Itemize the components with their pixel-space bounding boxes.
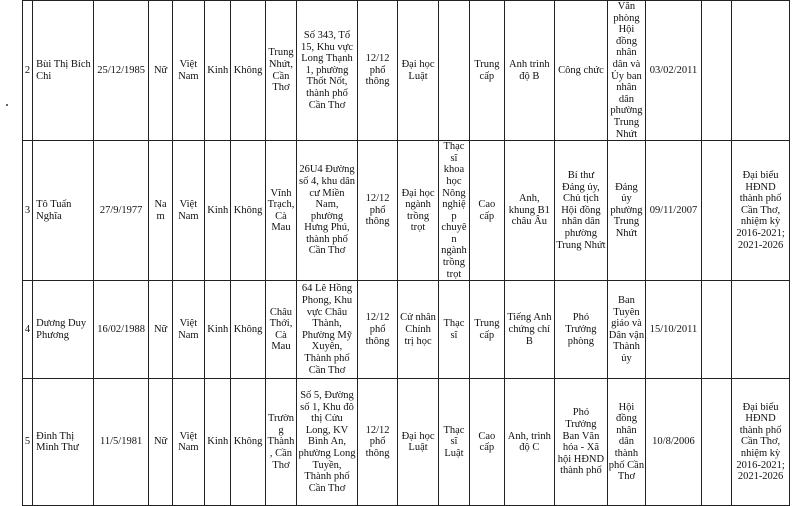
dob-cell: 27/9/1977: [93, 141, 149, 281]
stt-cell: 5: [23, 379, 33, 506]
hometown-cell: Trường Thành, Cần Thơ: [265, 379, 296, 506]
position-cell: Phó Trưởng Ban Văn hóa - Xã hội HĐND thành phố: [555, 379, 608, 506]
gender-cell: Nữ: [149, 1, 172, 141]
language-cell: Anh, khung B1 châu Âu: [504, 141, 555, 281]
stt-cell: 3: [23, 141, 33, 281]
degree-cell: Thạc sĩ Luật: [438, 379, 469, 506]
gender-cell: Nữ: [149, 379, 172, 506]
language-cell: Anh trình độ B: [504, 1, 555, 141]
gender-cell: Nam: [149, 141, 172, 281]
margin-mark: [6, 104, 8, 106]
specialized-education-cell: Đại học Luật: [398, 379, 438, 506]
workplace-cell: Đảng ủy phường Trung Nhứt: [607, 141, 645, 281]
nationality-cell: Việt Nam: [172, 281, 204, 379]
assembly-member-cell: [701, 379, 731, 506]
hdnd-member-cell: [732, 1, 790, 141]
hdnd-member-cell: Đại biểu HĐND thành phố Cần Thơ, nhiệm kỳ 2016-2021; 2021-2026: [732, 141, 790, 281]
position-cell: Công chức: [555, 1, 608, 141]
table-row: [23, 379, 790, 506]
residence-cell: Số 5, Đường số 1, Khu đô thị Cửu Long, KV Bình An, phường Long Tuyền, Thành phố Cần Thơ: [297, 379, 358, 506]
residence-cell: Số 343, Tổ 15, Khu vực Long Thạnh 1, phường Thốt Nốt, thành phố Cần Thơ: [297, 1, 358, 141]
language-cell: Anh, trình độ C: [504, 379, 555, 506]
specialized-education-cell: Đại học ngành trồng trọt: [398, 141, 438, 281]
table-row: [23, 281, 790, 379]
table-row: [23, 141, 790, 281]
religion-cell: Không: [231, 141, 265, 281]
name-cell: Tô Tuấn Nghĩa: [33, 141, 94, 281]
hdnd-member-cell: [732, 281, 790, 379]
party-date-cell: 03/02/2011: [646, 1, 702, 141]
hdnd-member-cell: Đại biểu HĐND thành phố Cần Thơ, nhiệm kỳ 2016-2021; 2021-2026: [732, 379, 790, 506]
residence-cell: 64 Lê Hồng Phong, Khu vực Châu Thành, Phường Mỹ Xuyên, Thành phố Cần Thơ: [297, 281, 358, 379]
assembly-member-cell: [701, 1, 731, 141]
language-cell: Tiếng Anh chứng chỉ B: [504, 281, 555, 379]
assembly-member-cell: [701, 281, 731, 379]
general-education-cell: 12/12 phổ thông: [357, 141, 397, 281]
name-cell: Bùi Thị Bích Chi: [33, 1, 94, 141]
workplace-cell: Văn phòng Hội đồng nhân dân và Ủy ban nhân dân phường Trung Nhứt: [607, 1, 645, 141]
nationality-cell: Việt Nam: [172, 1, 204, 141]
general-education-cell: 12/12 phổ thông: [357, 1, 397, 141]
name-cell: Đinh Thị Minh Thư: [33, 379, 94, 506]
nationality-cell: Việt Nam: [172, 141, 204, 281]
position-cell: Bí thư Đảng ủy, Chủ tịch Hội đồng nhân dân phường Trung Nhứt: [555, 141, 608, 281]
party-date-cell: 09/11/2007: [646, 141, 702, 281]
position-cell: Phó Trưởng phòng: [555, 281, 608, 379]
degree-cell: [438, 1, 469, 141]
hometown-cell: Vĩnh Trạch, Cà Mau: [265, 141, 296, 281]
stt-cell: 4: [23, 281, 33, 379]
workplace-cell: Ban Tuyên giáo và Dân vận Thành ủy: [607, 281, 645, 379]
religion-cell: Không: [231, 281, 265, 379]
party-date-cell: 10/8/2006: [646, 379, 702, 506]
table-row: [23, 1, 790, 141]
degree-cell: Thạc sĩ khoa học Nông nghiệp chuyên ngành trồng trọt: [438, 141, 469, 281]
dob-cell: 25/12/1985: [93, 1, 149, 141]
specialized-education-cell: Đại học Luật: [398, 1, 438, 141]
ethnicity-cell: Kinh: [205, 281, 231, 379]
political-theory-cell: Trung cấp: [470, 281, 504, 379]
political-theory-cell: Trung cấp: [470, 1, 504, 141]
political-theory-cell: Cao cấp: [470, 379, 504, 506]
general-education-cell: 12/12 phổ thông: [357, 281, 397, 379]
political-theory-cell: Cao cấp: [470, 141, 504, 281]
religion-cell: Không: [231, 1, 265, 141]
degree-cell: Thạc sĩ: [438, 281, 469, 379]
nationality-cell: Việt Nam: [172, 379, 204, 506]
hometown-cell: Châu Thới, Cà Mau: [265, 281, 296, 379]
ethnicity-cell: Kinh: [205, 141, 231, 281]
residence-cell: 26U4 Đường số 4, khu dân cư Miền Nam, phường Hưng Phú, thành phố Cần Thơ: [297, 141, 358, 281]
ethnicity-cell: Kinh: [205, 379, 231, 506]
candidate-table: [22, 0, 790, 506]
stt-cell: 2: [23, 1, 33, 141]
hometown-cell: Trung Nhứt, Cần Thơ: [265, 1, 296, 141]
general-education-cell: 12/12 phổ thông: [357, 379, 397, 506]
specialized-education-cell: Cử nhân Chính trị học: [398, 281, 438, 379]
assembly-member-cell: [701, 141, 731, 281]
party-date-cell: 15/10/2011: [646, 281, 702, 379]
workplace-cell: Hội đồng nhân dân thành phố Cần Thơ: [607, 379, 645, 506]
gender-cell: Nữ: [149, 281, 172, 379]
dob-cell: 11/5/1981: [93, 379, 149, 506]
name-cell: Dương Duy Phương: [33, 281, 94, 379]
dob-cell: 16/02/1988: [93, 281, 149, 379]
religion-cell: Không: [231, 379, 265, 506]
ethnicity-cell: Kinh: [205, 1, 231, 141]
